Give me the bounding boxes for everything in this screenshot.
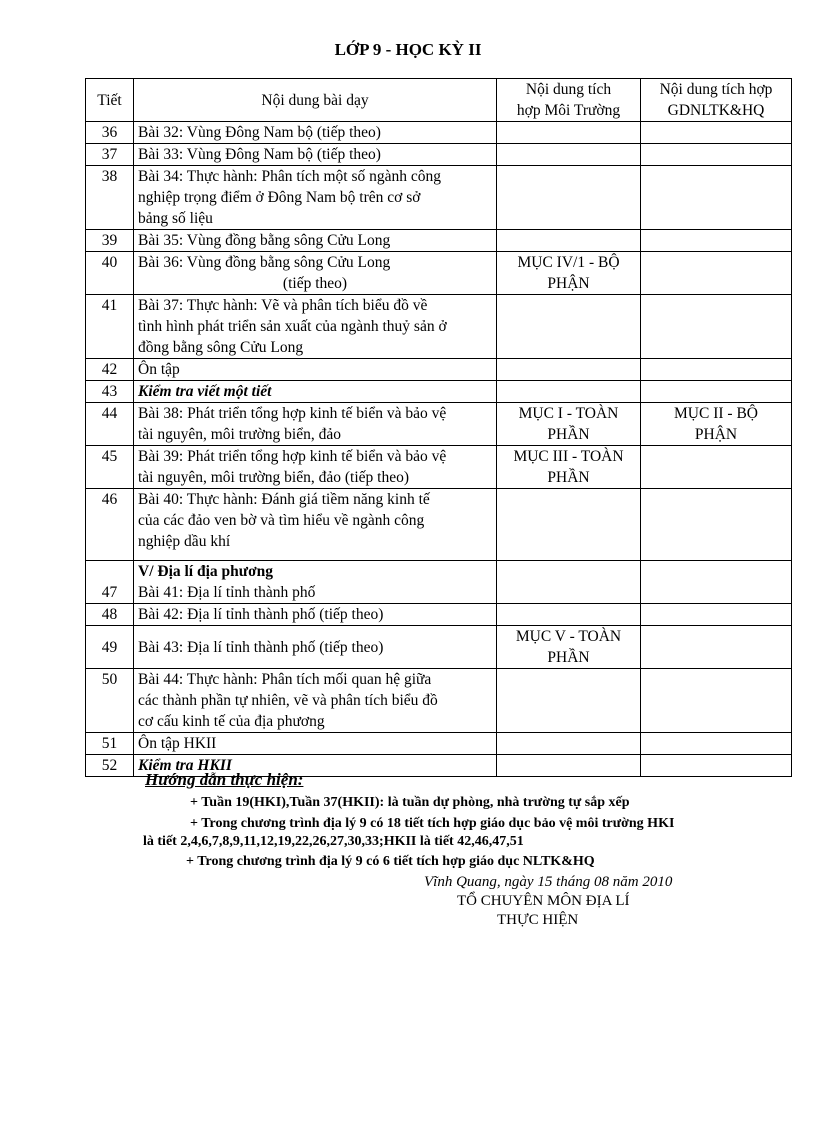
row-number: 46 <box>86 489 134 561</box>
row-gd <box>641 561 792 604</box>
header-gd-line: Nội dung tích hợp <box>659 81 773 98</box>
row-env <box>497 669 641 733</box>
table-row <box>86 489 792 561</box>
header-env-line: hợp Môi Trường <box>516 102 621 119</box>
row-number: 45 <box>86 446 134 489</box>
lesson-table <box>85 78 792 777</box>
content-line: (tiếp theo) <box>282 275 348 292</box>
row-env <box>497 252 641 295</box>
table-row <box>86 381 792 403</box>
table-row <box>86 144 792 166</box>
row-content <box>134 295 497 359</box>
content-line: Bài 36: Vùng đồng bằng sông Cửu Long <box>138 254 391 271</box>
row-gd <box>641 669 792 733</box>
table-row <box>86 359 792 381</box>
signature-group: TỔ CHUYÊN MÔN ĐỊA LÍ <box>457 893 630 909</box>
row-env <box>497 144 641 166</box>
table-row <box>86 626 792 669</box>
row-env <box>497 733 641 755</box>
row-number: 40 <box>86 252 134 295</box>
table-row <box>86 604 792 626</box>
gd-line: PHẬN <box>694 426 738 443</box>
row-content <box>134 252 497 295</box>
row-env <box>497 604 641 626</box>
row-gd <box>641 230 792 252</box>
content-line: Bài 40: Thực hành: Đánh giá tiềm năng kinh tế <box>138 491 430 508</box>
content-line: Bài 32: Vùng Đông Nam bộ (tiếp theo) <box>138 124 381 141</box>
content-line: Ôn tập HKII <box>138 735 217 752</box>
row-gd <box>641 604 792 626</box>
header-tiet: Tiết <box>86 79 134 122</box>
content-line: Bài 38: Phát triển tổng hợp kinh tế biển và bảo vệ <box>138 405 447 422</box>
row-gd <box>641 489 792 561</box>
content-line: Bài 42: Địa lí tỉnh thành phố (tiếp theo) <box>138 606 384 623</box>
content-line: Ôn tập <box>138 361 180 378</box>
content-line: Bài 37: Thực hành: Vẽ và phân tích biểu đồ về <box>138 297 428 314</box>
header-env-line: Nội dung tích <box>525 81 612 98</box>
table-row <box>86 446 792 489</box>
content-line: nghiệp trọng điểm ở Đông Nam bộ trên cơ sở <box>138 189 421 206</box>
row-content <box>134 122 497 144</box>
row-env <box>497 122 641 144</box>
content-line: tài nguyên, môi trường biển, đảo <box>138 426 341 443</box>
row-number: 41 <box>86 295 134 359</box>
row-content <box>134 489 497 561</box>
env-line: MỤC V - TOÀN <box>515 628 622 645</box>
signature-place-date: Vĩnh Quang, ngày 15 tháng 08 năm 2010 <box>424 874 673 890</box>
row-number: 48 <box>86 604 134 626</box>
row-number: 49 <box>86 626 134 669</box>
row-gd <box>641 446 792 489</box>
row-env <box>497 755 641 777</box>
row-env <box>497 403 641 446</box>
row-env <box>497 489 641 561</box>
row-env <box>497 381 641 403</box>
row-number: 52 <box>86 755 134 777</box>
row-env <box>497 359 641 381</box>
env-line: MỤC III - TOÀN <box>513 448 624 465</box>
content-line: Bài 35: Vùng đồng bằng sông Cửu Long <box>138 232 391 249</box>
env-line: PHẦN <box>547 469 590 486</box>
header-content: Nội dung bài dạy <box>134 79 497 122</box>
row-number: 47 <box>86 561 134 604</box>
table-row <box>86 295 792 359</box>
row-gd <box>641 144 792 166</box>
row-env <box>497 295 641 359</box>
header-env <box>497 79 641 122</box>
content-line: Bài 43: Địa lí tỉnh thành phố (tiếp theo) <box>138 638 384 656</box>
row-number: 38 <box>86 166 134 230</box>
row-content <box>134 359 497 381</box>
row-gd <box>641 359 792 381</box>
content-line: Kiểm tra viết một tiết <box>138 383 272 400</box>
row-gd <box>641 166 792 230</box>
row-number: 39 <box>86 230 134 252</box>
row-gd <box>641 403 792 446</box>
content-line: bảng số liệu <box>138 210 213 227</box>
page-title: LỚP 9 - HỌC KỲ II <box>334 40 482 59</box>
table-row <box>86 166 792 230</box>
row-number: 42 <box>86 359 134 381</box>
content-line: tình hình phát triển sản xuất của ngành thuỷ sản ở <box>138 318 447 335</box>
instruction-line: + Trong chương trình địa lý 9 có 6 tiết tích hợp giáo dục NLTK&HQ <box>186 854 595 869</box>
env-line: MỤC I - TOÀN <box>518 405 619 422</box>
gd-line: MỤC II - BỘ <box>674 405 758 422</box>
table-row <box>86 561 792 604</box>
env-line: PHẦN <box>547 426 590 443</box>
signature-action: THỰC HIỆN <box>497 912 579 928</box>
header-gd <box>641 79 792 122</box>
row-gd <box>641 295 792 359</box>
content-line: tài nguyên, môi trường biển, đảo (tiếp theo) <box>138 469 409 486</box>
row-env <box>497 230 641 252</box>
row-content <box>134 604 497 626</box>
row-content <box>134 230 497 252</box>
row-number: 36 <box>86 122 134 144</box>
row-content <box>134 669 497 733</box>
row-content <box>134 381 497 403</box>
row-content <box>134 144 497 166</box>
row-number: 50 <box>86 669 134 733</box>
row-number: 44 <box>86 403 134 446</box>
content-line: V/ Địa lí địa phương <box>138 563 274 580</box>
row-content <box>134 446 497 489</box>
content-line: của các đảo ven bờ và tìm hiểu về ngành công <box>138 512 425 529</box>
row-content <box>134 561 497 604</box>
row-number: 37 <box>86 144 134 166</box>
content-line: các thành phần tự nhiên, vẽ và phân tích biểu đồ <box>138 692 438 709</box>
content-line: Bài 41: Địa lí tỉnh thành phố <box>138 584 316 601</box>
instruction-line: + Tuần 19(HKI),Tuần 37(HKII): là tuần dự phòng, nhà trường tự sắp xếp <box>190 795 630 810</box>
table-header-row <box>86 79 792 122</box>
row-content <box>134 403 497 446</box>
env-line: PHẬN <box>547 275 590 292</box>
content-line: Bài 39: Phát triển tổng hợp kinh tế biển và bảo vệ <box>138 448 447 465</box>
table-row <box>86 122 792 144</box>
row-env <box>497 626 641 669</box>
content-line: Bài 34: Thực hành: Phân tích một số ngành công <box>138 168 442 185</box>
row-number: 43 <box>86 381 134 403</box>
content-line: Bài 33: Vùng Đông Nam bộ (tiếp theo) <box>138 146 381 163</box>
row-gd <box>641 626 792 669</box>
content-line: Kiểm tra HKII <box>138 757 232 774</box>
table-row <box>86 230 792 252</box>
table-row <box>86 733 792 755</box>
row-gd <box>641 755 792 777</box>
header-gd-line: GDNLTK&HQ <box>667 102 765 119</box>
instruction-line: là tiết 2,4,6,7,8,9,11,12,19,22,26,27,30,33;HKII là tiết 42,46,47,51 <box>143 834 524 849</box>
row-gd <box>641 122 792 144</box>
content-line: Bài 44: Thực hành: Phân tích mối quan hệ giữa <box>138 671 432 688</box>
content-line: nghiệp dầu khí <box>138 533 231 550</box>
table-row <box>86 252 792 295</box>
instructions-heading: Hướng dẫn thực hiện: <box>145 770 304 789</box>
instruction-line: + Trong chương trình địa lý 9 có 18 tiết tích hợp giáo dục bảo vệ môi trường HKI <box>190 816 675 831</box>
row-number: 51 <box>86 733 134 755</box>
row-content <box>134 166 497 230</box>
row-gd <box>641 381 792 403</box>
content-line: đồng bằng sông Cửu Long <box>138 339 304 356</box>
row-gd <box>641 252 792 295</box>
env-line: MỤC IV/1 - BỘ <box>517 254 620 271</box>
content-line: cơ cấu kinh tế của địa phương <box>138 713 325 730</box>
row-content <box>134 626 497 669</box>
table-row <box>86 403 792 446</box>
row-env <box>497 166 641 230</box>
row-env <box>497 561 641 604</box>
table-row <box>86 669 792 733</box>
row-gd <box>641 733 792 755</box>
row-env <box>497 446 641 489</box>
env-line: PHẦN <box>547 649 590 666</box>
row-content <box>134 733 497 755</box>
